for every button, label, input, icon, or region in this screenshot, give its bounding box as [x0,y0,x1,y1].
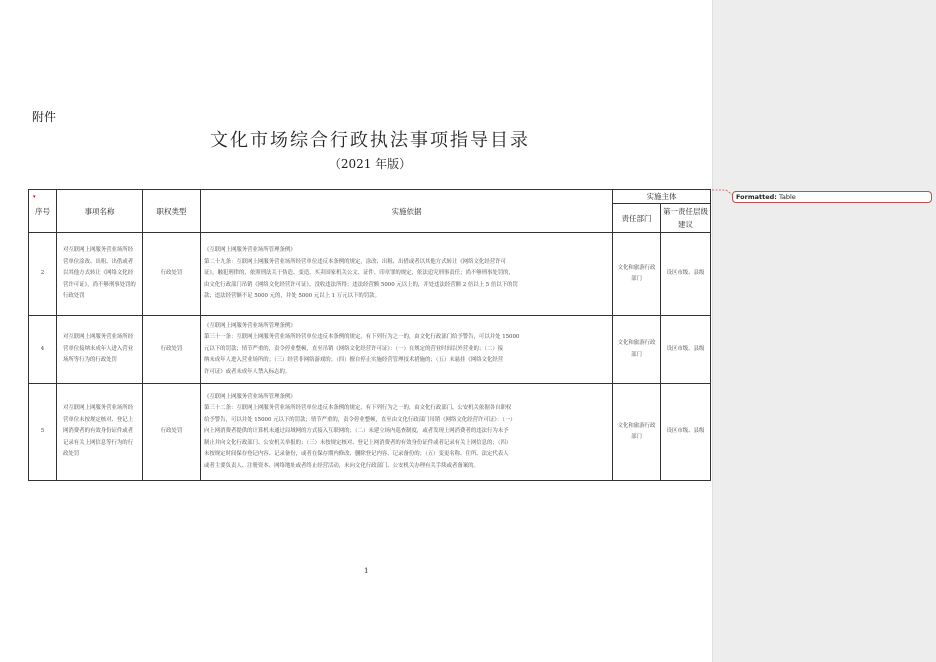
attachment-label: 附件 [32,110,57,124]
page-number: 1 [364,567,369,575]
basis-line: 第二十九条：互联网上网服务营业场所经营单位违反本条例的规定，涂改、出租、出借或者以其他方式转让《网络文化经营许可 [204,258,506,265]
basis-line: 第三十一条：互联网上网服务营业场所经营单位违反本条例的规定，有下列行为之一的，由文化行政部门给予警告，可以并处 15000 [204,334,520,341]
table-row [29,384,711,481]
basis-line: 纳未成年人进入营业场所的；（三）经营非网络游戏的；（四）擅自停止实施经营管理技术措施的；（五）未悬挂《网络文化经营 [204,357,504,364]
basis-line: 给予警告，可以并处 15000 元以下的罚款；情节严重的，责令停业整顿，直至由文化行政部门吊销《网络文化经营许可证》：（一） [204,416,516,423]
header-first-level: 第一责任层级建议 [661,204,711,233]
basis-line: 《互联网上网服务营业场所管理条例》 [204,393,296,400]
cell-first-level: 设区市级、县级 [661,316,711,384]
table-row [29,316,711,384]
cell-item-name: 对互联网上网服务营业场所经营单位未按规定核对、登记上网消费者的有效身份证件或者记录有关上网信息等行为的行政处罚 [57,384,143,481]
cell-authority-type: 行政处罚 [143,316,201,384]
table-row [29,233,711,316]
basis-line: 《互联网上网服务营业场所管理条例》 [204,247,296,254]
cell-basis [201,384,613,481]
header-responsible-dept: 责任部门 [613,204,661,233]
cell-first-level: 设区市级、县级 [661,233,711,316]
basis-line: 第三十二条：互联网上网服务营业场所经营单位违反本条例的规定，有下列行为之一的，由文化行政部门、公安机关依据各自职权 [204,405,512,412]
basis-line: 向上网消费者提供的计算机未通过局域网的方式接入互联网的；（二）未建立场内巡查制度，或者发现上网消费者的违法行为未予 [204,428,509,435]
comment-text: Table [778,193,796,201]
cell-responsible-dept: 文化和旅游行政部门 [613,384,661,481]
cell-item-name: 对互联网上网服务营业场所经营单位涂改、出租、出借或者以其他方式转让《网络文化经营许可证》，尚不够刑事处罚的行政处罚 [57,233,143,316]
document-title: 文化市场综合行政执法事项指导目录 [210,130,530,151]
cell-first-level: 设区市级、县级 [661,384,711,481]
cell-responsible-dept: 文化和旅游行政部门 [613,316,661,384]
markup-pane [712,0,936,662]
cell-authority-type: 行政处罚 [143,384,201,481]
cell-basis [201,316,613,384]
comment-label: Formatted: [736,193,777,201]
header-implementer: 实施主体 [613,190,711,204]
cell-basis [201,233,613,316]
basis-line: 证》，触犯刑律的，依照刑法关于伪造、变造、买卖国家机关公文、证件、印章罪的规定，依法追究刑事责任；尚不够刑事处罚的， [204,270,514,277]
basis-line: 许可证》或者未成年人禁入标志的。 [204,368,291,375]
basis-line: 或者主要负责人、注册资本、网络地址或者终止经营活动，未向文化行政部门、公安机关办理有关手续或者备案的。 [204,462,479,469]
formatting-comment-balloon[interactable] [732,191,932,203]
cell-authority-type: 行政处罚 [143,233,201,316]
header-authority-type: 职权类型 [143,190,201,233]
basis-line: 《互联网上网服务营业场所管理条例》 [204,322,296,329]
cell-seq: 4 [29,316,57,384]
header-seq [29,190,57,233]
basis-line: 款；违法经营额不足 5000 元的，并处 5000 元以上 1 万元以下的罚款。 [204,293,380,300]
cell-item-name: 对互联网上网服务营业场所经营单位接纳未成年人进入营业场所等行为的行政处罚 [57,316,143,384]
cell-responsible-dept: 文化和旅游行政部门 [613,233,661,316]
basis-line: 制止并向文化行政部门、公安机关举报的；（三）未按规定核对、登记上网消费者的有效身份证件或者记录有关上网信息的；（四） [204,439,512,446]
basis-line: 由文化行政部门吊销《网络文化经营许可证》，没收违法所得；违法经营额 5000 元以上的，并处违法经营额 2 倍以上 5 倍以下的罚 [204,281,518,288]
basis-line: 元以下的罚款；情节严重的，责令停业整顿，直至吊销《网络文化经营许可证》：（一）在规定的营业时间以外营业的；（二）接 [204,345,504,352]
cell-seq: 2 [29,233,57,316]
header-item-name: 事项名称 [57,190,143,233]
header-seq-label: 序号 [35,206,50,216]
cell-seq: 5 [29,384,57,481]
document-subtitle: （2021 年版） [328,157,412,171]
basis-line: 未按规定时间保存登记内容、记录备份，或者在保存期内修改、删除登记内容、记录备份的；（五）变更名称、住所、法定代表人 [204,451,509,458]
directory-table [28,189,711,481]
change-marker-icon: ▾ [33,194,36,200]
header-basis: 实施依据 [201,190,613,233]
